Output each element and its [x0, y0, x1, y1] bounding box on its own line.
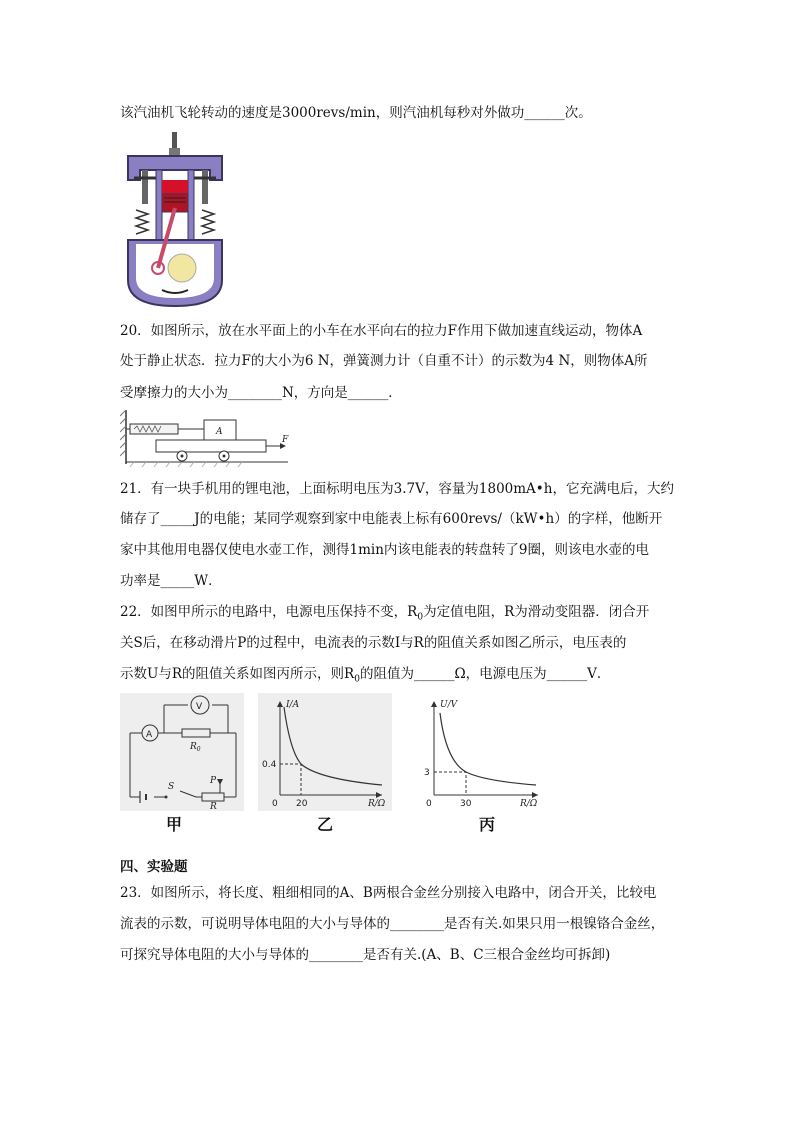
q20-line3: 受摩擦力的大小为________N，方向是______．	[120, 385, 402, 401]
cart	[156, 440, 266, 452]
graph-c-ylabel: U/V	[440, 700, 458, 710]
q23-line2: 流表的示数，可说明导体电阻的大小与导体的________是否有关.如果只用一根镍铬合金丝，	[120, 916, 665, 932]
q19-text: 该汽油机飞轮转动的速度是3000revs/min，则汽油机每秒对外做功______次。	[120, 105, 592, 121]
fixed-resistor-r0	[182, 729, 210, 737]
graph-c-xtick: 30	[460, 799, 472, 809]
caption-jia: 甲	[166, 815, 183, 834]
q22-line1: 22．如图甲所示的电路中，电源电压保持不变，$R_0$为定值电阻，R为滑动变阻器．闭合开	[120, 604, 650, 623]
graph-c-ytick: 3	[424, 768, 430, 778]
section-heading: 四、实验题	[120, 859, 188, 875]
force-f-label: F	[282, 435, 289, 445]
spring-scale-icon	[130, 424, 178, 434]
graph-b-ytick: 0.4	[262, 760, 277, 770]
graph-current-resistance	[258, 693, 392, 811]
graph-b-ylabel: I/A	[286, 700, 300, 710]
ammeter-label: A	[146, 730, 153, 740]
rheostat-label: R	[210, 802, 217, 811]
graph-c-xlabel: R/Ω	[520, 799, 538, 809]
flywheel-icon	[168, 254, 196, 282]
graph-b-origin: 0	[272, 799, 278, 809]
q20-line2: 处于静止状态．拉力F的大小为6 N，弹簧测力计（自重不计）的示数为4 N，则物体A所	[120, 353, 648, 369]
resistor-r0-label: $R_0$	[190, 742, 201, 753]
q22-line3: 示数U与R的阻值关系如图丙所示，则$R_0$的阻值为______Ω，电源电压为______V．	[120, 666, 611, 685]
engine-figure	[120, 130, 230, 310]
cart-figure	[120, 410, 290, 468]
q20-line1: 20．如图所示，放在水平面上的小车在水平向右的拉力F作用下做加速直线运动，物体A	[120, 323, 643, 339]
graph-voltage-resistance	[420, 693, 550, 811]
q21-line2: 储存了_____J的电能；某同学观察到家中电能表上标有600revs/（kW•h）的字样，他断开	[120, 511, 663, 527]
caption-yi: 乙	[317, 815, 334, 834]
graph-c-origin: 0	[426, 799, 432, 809]
q22-line2: 关S后，在移动滑片P的过程中，电流表的示数I与R的阻值关系如图乙所示，电压表的	[120, 635, 627, 651]
q21-line4: 功率是_____W．	[120, 573, 222, 589]
q21-line1: 21．有一块手机用的锂电池，上面标明电压为3.7V，容量为1800mA•h，它充满电后，大约	[120, 481, 674, 497]
voltmeter-label: V	[196, 702, 203, 712]
circuit-figure	[120, 693, 244, 811]
graph-b-xlabel: R/Ω	[368, 799, 386, 809]
slider-label: P	[210, 776, 217, 786]
q21-line3: 家中其他用电器仅使电水壶工作，测得1min内该电能表的转盘转了9圈，则该电水壶的电	[120, 542, 649, 558]
graph-b-xtick: 20	[296, 799, 308, 809]
q23-line1: 23．如图所示，将长度、粗细相同的A、B两根合金丝分别接入电路中，闭合开关，比较电	[120, 885, 657, 901]
q23-line3: 可探究导体电阻的大小与导体的________是否有关.(A、B、C三根合金丝均可拆卸)	[120, 947, 611, 963]
rheostat-r	[202, 793, 224, 801]
block-a-label: A	[216, 427, 223, 437]
switch-label: S	[168, 782, 175, 792]
caption-bing: 丙	[479, 815, 496, 834]
